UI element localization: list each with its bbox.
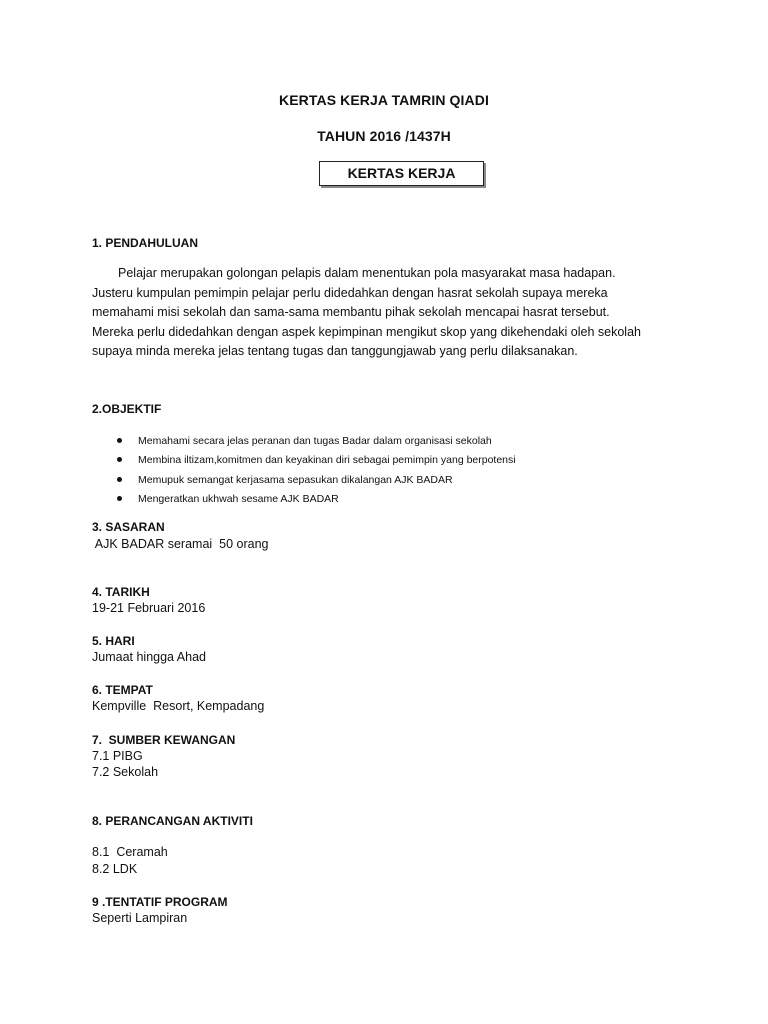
hari-value: Jumaat hingga Ahad bbox=[92, 650, 206, 664]
pendahuluan-paragraph bbox=[92, 264, 692, 362]
list-item: Memahami secara jelas peranan dan tugas Badar dalam organisasi sekolah bbox=[116, 432, 516, 451]
list-item: Memupuk semangat kerjasama sepasukan dikalangan AJK BADAR bbox=[116, 471, 516, 490]
objektif-list bbox=[116, 432, 516, 509]
bullet-icon bbox=[117, 477, 122, 482]
list-item: Membina iltizam,komitmen dan keyakinan diri sebagai pemimpin yang berpotensi bbox=[116, 451, 516, 470]
heading-hari: 5. HARI bbox=[92, 634, 135, 648]
bullet-icon bbox=[117, 438, 122, 443]
aktiviti-item: 8.1 Ceramah bbox=[92, 845, 168, 859]
sasaran-value: AJK BADAR seramai 50 orang bbox=[92, 537, 269, 551]
sumber-item: 7.1 PIBG bbox=[92, 749, 143, 763]
heading-sasaran: 3. SASARAN bbox=[92, 520, 165, 534]
sumber-item: 7.2 Sekolah bbox=[92, 765, 159, 779]
heading-tarikh: 4. TARIKH bbox=[92, 585, 150, 599]
tarikh-value: 19-21 Februari 2016 bbox=[92, 601, 206, 615]
boxed-title: KERTAS KERJA bbox=[319, 161, 484, 186]
list-item: Mengeratkan ukhwah sesame AJK BADAR bbox=[116, 490, 516, 509]
paragraph-line: Mereka perlu didedahkan dengan aspek kepimpinan mengikut skop yang dikehendaki oleh sekolah bbox=[92, 324, 641, 339]
heading-tentatif-program: 9 .TENTATIF PROGRAM bbox=[92, 895, 228, 909]
tempat-value: Kempville Resort, Kempadang bbox=[92, 699, 265, 713]
heading-sumber-kewangan: 7. SUMBER KEWANGAN bbox=[92, 733, 236, 747]
paragraph-line: Pelajar merupakan golongan pelapis dalam menentukan pola masyarakat masa hadapan. bbox=[118, 266, 616, 280]
heading-pendahuluan: 1. PENDAHULUAN bbox=[92, 236, 199, 250]
document-title: KERTAS KERJA TAMRIN QIADI bbox=[279, 92, 489, 108]
paragraph-line: Justeru kumpulan pemimpin pelajar perlu didedahkan dengan hasrat sekolah supaya mereka bbox=[92, 285, 608, 300]
aktiviti-item: 8.2 LDK bbox=[92, 862, 138, 876]
heading-objektif: 2.OBJEKTIF bbox=[92, 402, 162, 416]
bullet-icon bbox=[117, 457, 122, 462]
paragraph-line: memahami misi sekolah dan sama-sama membantu pihak sekolah mencapai hasrat tersebut. bbox=[92, 305, 610, 319]
heading-perancangan-aktiviti: 8. PERANCANGAN AKTIVITI bbox=[92, 814, 253, 828]
document-year: TAHUN 2016 /1437H bbox=[317, 128, 451, 144]
bullet-icon bbox=[117, 496, 122, 501]
heading-tempat: 6. TEMPAT bbox=[92, 683, 153, 697]
paragraph-line: supaya minda mereka jelas tentang tugas dan tanggungjawab yang perlu dilaksanakan. bbox=[92, 344, 578, 358]
tentatif-value: Seperti Lampiran bbox=[92, 911, 188, 925]
